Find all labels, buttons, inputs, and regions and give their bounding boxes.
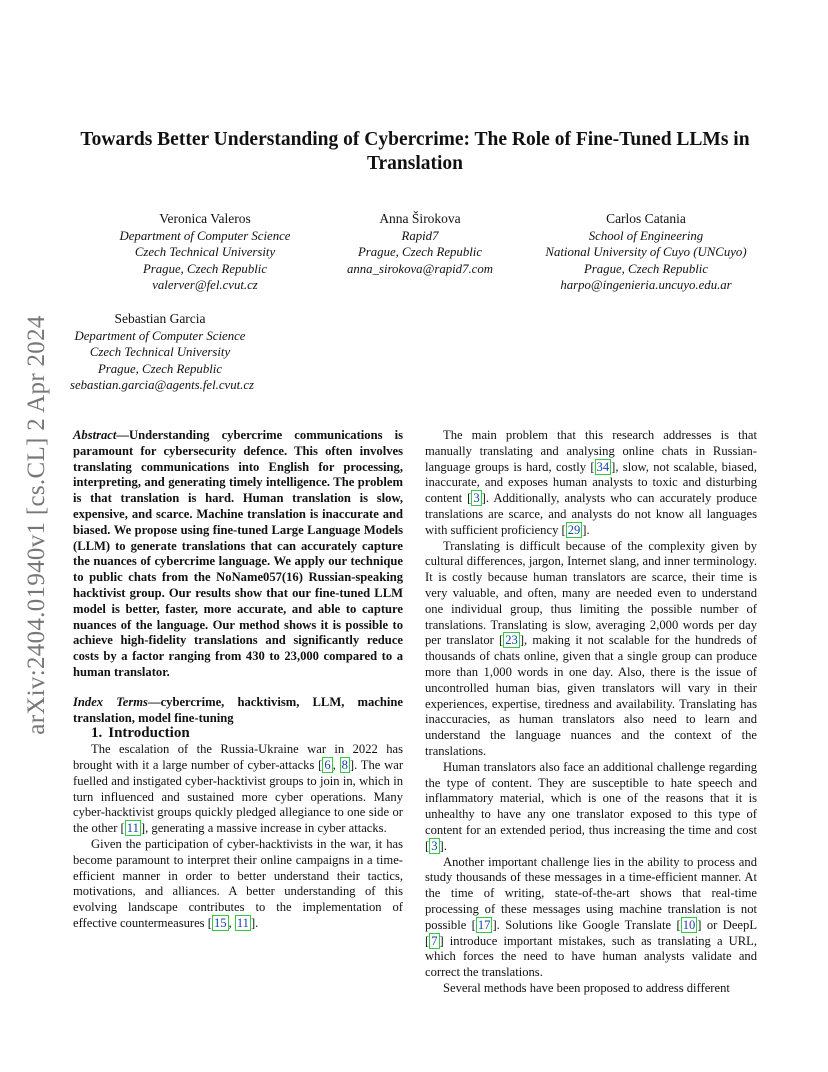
author-affiliation: School of Engineering <box>588 229 704 244</box>
citation-link[interactable]: 10 <box>682 917 696 932</box>
author-affiliation: Prague, Czech Republic <box>357 245 483 260</box>
paragraph-text: ]. The war fuelled and instigated cyber-hacktivist groups to join in, which in turn influenced and sustained more cyber operations. Many cyber-hacktivist groups quickly pledged allegiance to one side or the other [ <box>73 757 404 836</box>
author-affiliation: National University of Cuyo (UNCuyo) <box>545 245 747 260</box>
author-block <box>70 311 255 393</box>
paragraph <box>73 742 403 837</box>
index-terms-label: Index Terms <box>73 694 148 709</box>
author-name: Carlos Catania <box>606 211 686 226</box>
author-email[interactable]: anna_sirokova@rapid7.com <box>346 261 493 276</box>
author-email[interactable]: valerver@fel.cvut.cz <box>152 277 258 292</box>
abstract <box>73 428 403 681</box>
abstract-text: —Understanding cybercrime communications is paramount for cybersecurity defence. This often involves translating communications into English for processing, interpreting, and generating timely intelligence. The problem is that translation is hard. Human translation is slow, expensive, and scarce. Machine translation is inaccurate and biased. We propose using fine-tuned Large Language Models (LLM) to generate translations that can accurately capture the nuances of cybercrime language. We apply our technique to public chats from the NoName057(16) Russian-speaking hacktivist group. Our results show that our fine-tuned LLM model is better, faster, more accurate, and able to capture nuances of the language. Our method shows it is possible to achieve high-fidelity translations and significantly reduce costs by a factor ranging from 430 to 23,000 compared to a human translator. <box>73 428 403 679</box>
author-block <box>530 211 762 293</box>
paragraph <box>73 837 403 932</box>
author-affiliation: Czech Technical University <box>134 245 276 260</box>
citation-link[interactable]: 17 <box>477 917 491 932</box>
index-terms-text: —cybercrime, hacktivism, LLM, machine translation, model fine-tuning <box>73 694 403 725</box>
author-affiliation: Department of Computer Science <box>119 229 291 244</box>
paragraph-text: Given the participation of cyber-hacktivists in the war, it has become paramount to interpret their online campaigns in a time-efficient manner in order to better understand their tactics, motivations, and alliances. A better understanding of this evolving landscape contributes to the implementation of effective countermeasures [ <box>73 836 403 930</box>
author-email[interactable]: sebastian.garcia@agents.fel.cvut.cz <box>70 377 255 392</box>
paper-title: Towards Better Understanding of Cybercrime: The Role of Fine-Tuned LLMs in Translation <box>80 129 750 174</box>
citation-link[interactable]: 6 <box>324 757 331 772</box>
paragraph-text: ], slow, not scalable, biased, inaccurate, and exposes human analysts to toxic and disturbing content [ <box>425 459 757 506</box>
author-email[interactable]: harpo@ingenieria.uncuyo.edu.ar <box>560 277 732 292</box>
author-affiliation: Department of Computer Science <box>74 329 246 344</box>
arxiv-identifier <box>22 295 52 755</box>
left-column <box>73 428 403 932</box>
author-block <box>105 211 305 293</box>
author-affiliation: Prague, Czech Republic <box>583 261 709 276</box>
section-number: 1. <box>91 725 103 742</box>
paragraph <box>425 981 757 997</box>
paragraph-text: ]. Solutions like Google Translate [ <box>492 917 681 932</box>
author-name: Veronica Valeros <box>159 211 251 226</box>
citation-link[interactable]: 34 <box>596 459 610 474</box>
paragraph-text: The main problem that this research addresses is that manually translating and analysing online chats in Russian-language groups is hard, costly [ <box>425 428 757 474</box>
paragraph-text: Another important challenge lies in the ability to process and study thousands of these messages in a time-efficient manner. At the time of writing, state-of-the-art shows that real-time processing of these messages using machine translation is not possible [ <box>425 854 757 932</box>
author-affiliation: Rapid7 <box>401 229 439 244</box>
citation-link[interactable]: 3 <box>431 838 438 853</box>
citation-link[interactable]: 11 <box>126 821 139 836</box>
right-column <box>425 428 757 997</box>
paragraph-text: ]. <box>250 915 259 930</box>
paragraph-text: ], making it not scalable for the hundreds of thousands of chats online, given that a single group can produce more than 1,000 words in one day. Also, there is the issue of uncontrolled human bias, given translators will vary in their experiences, expertise, tiredness and availability. Translating has inaccuracies, as human translators also need to learn and understand the language nuances and the context of the translations. <box>425 633 757 758</box>
citation-link[interactable]: 3 <box>473 491 480 506</box>
paragraph-text: Human translators also face an additional challenge regarding the type of content. They are susceptible to hate speech and inflammatory material, which is one of the reasons that it is unhealthy to have any one translator exposed to this type of content for an extended period, thus increasing the time and cost [ <box>425 759 757 853</box>
author-name: Sebastian Garcia <box>114 311 206 326</box>
author-affiliation: Prague, Czech Republic <box>97 361 223 376</box>
author-block <box>315 211 525 277</box>
citation-link[interactable]: 23 <box>505 633 518 648</box>
citation-link[interactable]: 29 <box>567 522 581 537</box>
paragraph-text: ]. Additionally, analysts who can accurately produce translations are scarce, and analysts do not know all languages with sufficient proficiency [ <box>425 491 757 537</box>
section-title: Introduction <box>108 725 190 742</box>
citation-link[interactable]: 7 <box>431 933 438 948</box>
paragraph-text: The escalation of the Russia-Ukraine war in 2022 has brought with it a large number of cyber-attacks [ <box>73 742 403 772</box>
paragraph-text: ] or DeepL [ <box>425 917 758 948</box>
citation-link[interactable]: 11 <box>236 915 249 930</box>
section-heading <box>73 726 403 742</box>
citation-link[interactable]: 15 <box>213 915 227 930</box>
abstract-label: Abstract <box>73 428 117 442</box>
paragraph <box>425 428 757 539</box>
index-terms <box>73 695 403 727</box>
paragraph-text: Translating is difficult because of the complexity given by cultural differences, jargon, Internet slang, and inner terminology. It is costly because human translators are scarce, their time is very valuable, and often, many are needed even to understand one individual group, thus limiting the possible number of translations. Translating is slow, averaging 2,000 words per day per translator [ <box>425 538 757 648</box>
paragraph-text: ], generating a massive increase in cyber attacks. <box>140 821 387 836</box>
paragraph-text: Several methods have been proposed to address different <box>443 980 730 995</box>
arxiv-identifier-text: arXiv:2404.01940v1 [cs.CL] 2 Apr 2024 <box>23 315 50 735</box>
paragraph <box>425 539 757 760</box>
paragraph-text: ]. <box>582 522 590 537</box>
author-affiliation: Prague, Czech Republic <box>142 261 268 276</box>
paragraph-text: ]. <box>439 838 447 853</box>
author-affiliation: Czech Technical University <box>89 345 231 360</box>
paragraph-text: ] introduce important mistakes, such as translating a URL, which forces the need to have human analysts validate and correct the translations. <box>425 933 757 980</box>
paragraph-text: , <box>332 757 340 772</box>
paragraph <box>425 760 757 855</box>
author-name: Anna Širokova <box>379 211 461 226</box>
paragraph-text: , <box>228 915 235 930</box>
paragraph <box>425 855 757 981</box>
citation-link[interactable]: 8 <box>341 757 348 772</box>
